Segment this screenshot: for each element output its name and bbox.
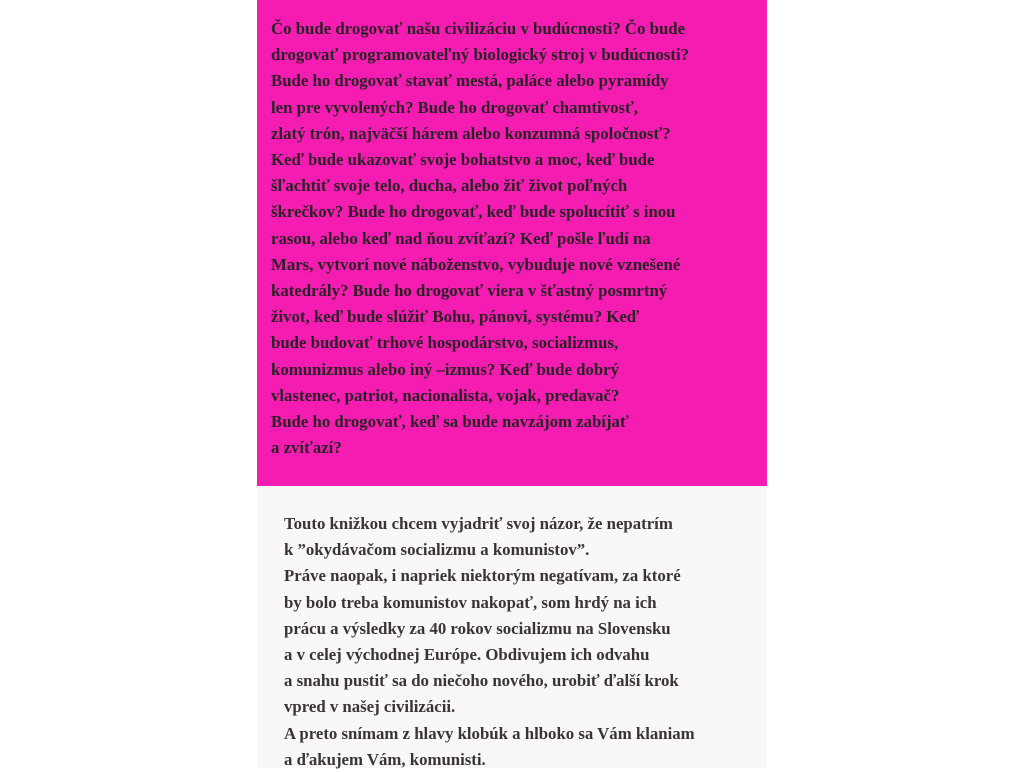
text-line: Mars, vytvorí nové náboženstvo, vybuduje nové vznešené bbox=[271, 254, 681, 274]
text-line: Keď bude ukazovať svoje bohatstvo a moc, keď bude bbox=[271, 150, 655, 170]
pink-text-block bbox=[257, 0, 767, 486]
text-line: a snahu pustiť sa do niečoho nového, urobiť ďalší krok bbox=[284, 671, 679, 691]
text-line: bude budovať trhové hospodárstvo, socializmus, bbox=[271, 333, 619, 353]
pink-paragraph bbox=[271, 16, 761, 461]
white-paragraph bbox=[284, 511, 764, 773]
text-line: život, keď bude slúžiť Bohu, pánovi, systému? Keď bbox=[271, 307, 640, 327]
text-line: k ”okydávačom socializmu a komunistov”. bbox=[284, 540, 590, 560]
text-line: vpred v našej civilizácii. bbox=[284, 697, 456, 717]
text-line: škrečkov? Bude ho drogovať, keď bude spolucítiť s inou bbox=[271, 202, 676, 222]
text-line: A preto snímam z hlavy klobúk a hlboko sa Vám klaniam bbox=[284, 723, 695, 743]
text-line: Touto knižkou chcem vyjadriť svoj názor, že nepatrím bbox=[284, 514, 673, 533]
text-line: a ďakujem Vám, komunisti. bbox=[284, 749, 486, 769]
text-line: drogovať programovateľný biologický stroj v budúcnosti? bbox=[271, 45, 689, 65]
text-line: a v celej východnej Európe. Obdivujem ich odvahu bbox=[284, 645, 650, 665]
text-line: rasou, alebo keď nad ňou zvíťazí? Keď pošle ľudí na bbox=[271, 228, 651, 248]
text-line: zlatý trón, najväčší hárem alebo konzumná spoločnosť? bbox=[271, 123, 671, 143]
text-line: Práve naopak, i napriek niektorým negatívam, za ktoré bbox=[284, 566, 681, 586]
text-line: Bude ho drogovať, keď sa bude navzájom zabíjať bbox=[271, 412, 629, 432]
book-page bbox=[257, 0, 767, 768]
text-line: vlastenec, patriot, nacionalista, vojak, predavač? bbox=[271, 385, 620, 405]
text-line: šľachtiť svoje telo, ducha, alebo žiť život poľných bbox=[271, 176, 628, 196]
text-line: komunizmus alebo iný –izmus? Keď bude dobrý bbox=[271, 359, 619, 379]
text-line: katedrály? Bude ho drogovať viera v šťastný posmrtný bbox=[271, 281, 668, 301]
text-line: a zvíťazí? bbox=[271, 438, 342, 458]
text-line: Bude ho drogovať stavať mestá, paláce alebo pyramídy bbox=[271, 71, 669, 91]
text-line: len pre vyvolených? Bude ho drogovať chamtivosť, bbox=[271, 97, 638, 117]
text-line: prácu a výsledky za 40 rokov socializmu na Slovensku bbox=[284, 618, 671, 638]
text-line: by bolo treba komunistov nakopať, som hrdý na ich bbox=[284, 592, 657, 612]
text-line: Čo bude drogovať našu civilizáciu v budúcnosti? Čo bude bbox=[271, 19, 686, 38]
